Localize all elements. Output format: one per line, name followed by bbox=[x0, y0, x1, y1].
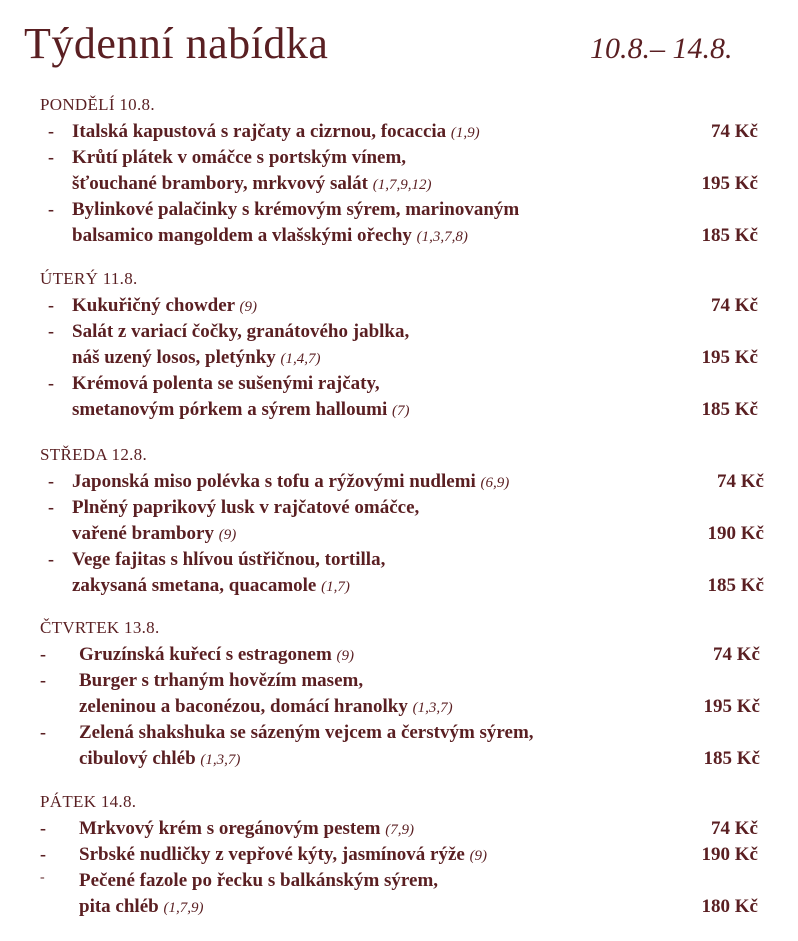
item-price: 74 Kč bbox=[711, 295, 758, 316]
item-price: 195 Kč bbox=[701, 347, 758, 368]
item-bullet: - bbox=[48, 199, 54, 219]
item-text-line bbox=[72, 373, 380, 395]
item-name: Krůtí plátek v omáčce s portským vínem, bbox=[72, 147, 407, 168]
item-price: 195 Kč bbox=[703, 696, 760, 717]
item-bullet: - bbox=[40, 870, 45, 885]
item-price: 190 Kč bbox=[707, 523, 764, 544]
item-text-line bbox=[72, 347, 321, 369]
item-text-line bbox=[79, 870, 438, 892]
item-price: 74 Kč bbox=[717, 471, 764, 492]
item-bullet: - bbox=[48, 321, 54, 341]
item-text-line bbox=[72, 225, 468, 247]
item-name: balsamico mangoldem a vlašskými ořechy bbox=[72, 225, 412, 246]
item-text-line bbox=[72, 147, 406, 169]
item-text-line bbox=[72, 321, 409, 343]
item-name: Srbské nudličky z vepřové kýty, jasmínová rýže bbox=[79, 844, 465, 865]
item-text-line bbox=[79, 896, 203, 918]
item-bullet: - bbox=[40, 670, 46, 690]
item-text-line bbox=[72, 399, 410, 421]
menu-title: Týdenní nabídka bbox=[24, 19, 329, 68]
day-heading: PONDĚLÍ 10.8. bbox=[40, 95, 155, 114]
day-heading: PÁTEK 14.8. bbox=[40, 792, 137, 811]
item-price: 74 Kč bbox=[711, 121, 758, 142]
item-name: Burger s trhaným hovězím masem, bbox=[79, 670, 364, 691]
menu-dates: 10.8.– 14.8. bbox=[590, 32, 733, 65]
item-price: 185 Kč bbox=[701, 225, 758, 246]
item-text-line bbox=[72, 523, 236, 545]
item-name: Japonská miso polévka s tofu a rýžovými nudlemi bbox=[72, 471, 476, 492]
item-bullet: - bbox=[40, 818, 46, 838]
item-text-line bbox=[79, 722, 534, 744]
item-name: Salát z variací čočky, granátového jablka, bbox=[72, 321, 410, 342]
item-bullet: - bbox=[48, 121, 54, 141]
item-name: zakysaná smetana, quacamole bbox=[72, 575, 317, 596]
item-name: Krémová polenta se sušenými rajčaty, bbox=[72, 373, 380, 394]
item-name: Italská kapustová s rajčaty a cizrnou, focaccia bbox=[72, 121, 447, 142]
item-bullet: - bbox=[48, 471, 54, 491]
item-bullet: - bbox=[48, 549, 54, 569]
item-name: Plněný paprikový lusk v rajčatové omáčce, bbox=[72, 497, 420, 518]
item-text-line bbox=[72, 497, 419, 519]
day-heading: STŘEDA 12.8. bbox=[40, 445, 148, 464]
item-price: 74 Kč bbox=[713, 644, 760, 665]
item-name: vařené brambory bbox=[72, 523, 214, 544]
item-name: náš uzený losos, pletýnky bbox=[72, 347, 276, 368]
item-text-line bbox=[79, 748, 240, 770]
item-bullet: - bbox=[48, 147, 54, 167]
item-allergens: (1,3,7) bbox=[412, 700, 453, 716]
item-name: Bylinkové palačinky s krémovým sýrem, marinovaným bbox=[72, 199, 520, 220]
item-name: cibulový chléb bbox=[79, 748, 196, 769]
item-price: 74 Kč bbox=[711, 818, 758, 839]
day-heading: ČTVRTEK 13.8. bbox=[40, 618, 160, 637]
item-price: 185 Kč bbox=[701, 399, 758, 420]
item-bullet: - bbox=[48, 295, 54, 315]
item-bullet: - bbox=[40, 722, 46, 742]
day-heading: ÚTERÝ 11.8. bbox=[40, 269, 138, 288]
item-price: 190 Kč bbox=[701, 844, 758, 865]
item-allergens: (1,7) bbox=[321, 579, 350, 595]
item-name: Vege fajitas s hlívou ústřičnou, tortilla, bbox=[72, 549, 386, 570]
item-price: 185 Kč bbox=[703, 748, 760, 769]
item-text-line bbox=[72, 471, 509, 493]
item-allergens: (1,3,7) bbox=[200, 752, 241, 768]
item-allergens: (9) bbox=[239, 299, 258, 315]
item-allergens: (9) bbox=[469, 848, 488, 864]
item-name: Gruzínská kuřecí s estragonem bbox=[79, 644, 332, 665]
item-text-line bbox=[72, 121, 480, 143]
item-allergens: (1,7,9) bbox=[163, 900, 204, 916]
item-name: Kukuřičný chowder bbox=[72, 295, 235, 316]
item-allergens: (1,4,7) bbox=[280, 351, 321, 367]
item-bullet: - bbox=[48, 373, 54, 393]
item-name: šťouchané brambory, mrkvový salát bbox=[72, 173, 368, 194]
item-text-line bbox=[79, 696, 453, 718]
item-text-line bbox=[72, 549, 385, 571]
item-allergens: (9) bbox=[336, 648, 355, 664]
item-text-line bbox=[72, 295, 257, 317]
item-allergens: (1,7,9,12) bbox=[372, 177, 432, 193]
item-text-line bbox=[72, 575, 350, 597]
item-name: Zelená shakshuka se sázeným vejcem a čerstvým sýrem, bbox=[79, 722, 534, 743]
item-bullet: - bbox=[40, 844, 46, 864]
item-bullet: - bbox=[48, 497, 54, 517]
item-text-line bbox=[72, 199, 519, 221]
item-allergens: (7,9) bbox=[385, 822, 414, 838]
item-allergens: (6,9) bbox=[480, 475, 510, 491]
item-allergens: (1,9) bbox=[450, 125, 480, 141]
item-price: 180 Kč bbox=[701, 896, 758, 917]
item-text-line bbox=[79, 670, 363, 692]
item-price: 185 Kč bbox=[707, 575, 764, 596]
item-price: 195 Kč bbox=[701, 173, 758, 194]
item-bullet: - bbox=[40, 644, 46, 664]
item-name: pita chléb bbox=[79, 896, 159, 917]
item-text-line bbox=[79, 644, 354, 666]
item-text-line bbox=[72, 173, 431, 195]
item-name: Pečené fazole po řecku s balkánským sýrem, bbox=[79, 870, 439, 891]
item-text-line bbox=[79, 818, 414, 840]
item-allergens: (9) bbox=[218, 527, 237, 543]
item-allergens: (1,3,7,8) bbox=[416, 229, 468, 245]
item-name: zeleninou a baconézou, domácí hranolky bbox=[79, 696, 408, 717]
item-allergens: (7) bbox=[392, 403, 410, 419]
item-name: Mrkvový krém s oregánovým pestem bbox=[79, 818, 381, 839]
item-text-line bbox=[79, 844, 487, 866]
item-name: smetanovým pórkem a sýrem halloumi bbox=[72, 399, 388, 420]
